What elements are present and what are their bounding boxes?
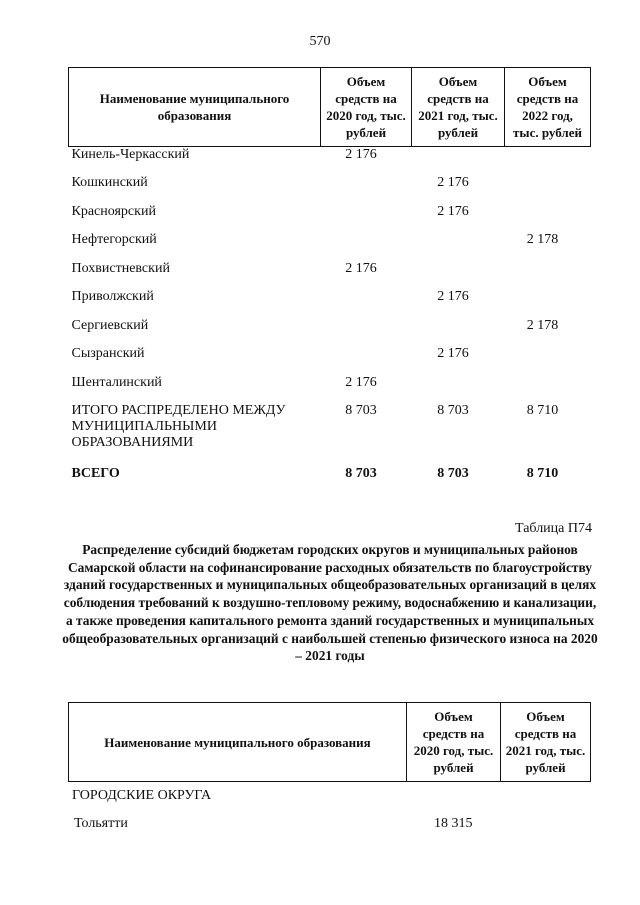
value-2020: 2 176 xyxy=(345,260,377,276)
table-row xyxy=(69,261,591,290)
table-label: Таблица П74 xyxy=(515,521,592,536)
row-name: Похвистневский xyxy=(71,260,170,276)
value-2021 xyxy=(412,232,505,261)
total-2021: 8 703 xyxy=(437,466,469,481)
row-name: Сызранский xyxy=(71,346,145,361)
value-2020 xyxy=(321,346,412,375)
table-row xyxy=(69,318,591,347)
value-2021: 2 176 xyxy=(437,289,469,304)
table-row xyxy=(69,204,591,233)
header-municipality: Наименование муниципального образования xyxy=(69,703,407,782)
row-name: Приволжский xyxy=(71,289,154,304)
value-2021 xyxy=(412,318,505,347)
value-2020 xyxy=(321,289,412,318)
subsidy-table-2 xyxy=(68,702,591,782)
value-2022: 2 178 xyxy=(526,232,559,247)
value-2020 xyxy=(321,175,412,204)
total-2020: 8 703 xyxy=(345,466,377,481)
header-2020: Объем средств на 2020 год, тыс. рублей xyxy=(407,703,501,782)
row-name: Красноярский xyxy=(71,203,156,219)
page-number: 570 xyxy=(309,34,331,49)
value-2020: 18 315 xyxy=(434,816,473,831)
table-row xyxy=(69,346,591,375)
value-2022 xyxy=(505,261,591,290)
value-2022: 2 178 xyxy=(526,317,559,333)
value-2020 xyxy=(321,204,412,233)
subtotal-2021: 8 703 xyxy=(437,403,469,418)
row-name: Нефтегорский xyxy=(71,232,157,247)
value-2022 xyxy=(505,147,591,176)
subtotal-label: ИТОГО РАСПРЕДЕЛЕНО МЕЖДУ МУНИЦИПАЛЬНЫМИ ОБРАЗОВАНИЯМИ xyxy=(71,403,286,450)
header-2021: Объем средств на 2021 год, тыс. рублей xyxy=(412,68,505,147)
table-header-row xyxy=(69,68,591,147)
value-2021: 2 176 xyxy=(437,346,469,361)
row-name: Кошкинский xyxy=(71,175,148,190)
subtotal-2022: 8 710 xyxy=(526,403,559,418)
header-2020: Объем средств на 2020 год, тыс. рублей xyxy=(321,68,412,147)
value-2020: 2 176 xyxy=(345,374,377,390)
total-row xyxy=(69,466,591,495)
table-row xyxy=(69,375,591,404)
value-2021: 2 176 xyxy=(437,203,469,219)
value-2022 xyxy=(505,204,591,233)
row-name: Кинель-Черкасский xyxy=(71,147,190,162)
table-row xyxy=(69,175,591,204)
value-2020 xyxy=(321,318,412,347)
subsidy-table-1 xyxy=(68,67,591,495)
value-2021 xyxy=(412,261,505,290)
total-2022: 8 710 xyxy=(526,466,559,481)
subtotal-2020: 8 703 xyxy=(345,403,377,418)
header-2021: Объем средств на 2021 год, тыс. рублей xyxy=(501,703,591,782)
table-heading: Распределение субсидий бюджетам городских округов и муниципальных районов Самарской области на софинансирование расходных обязательств по благоустройству зданий государственных и муниципальных общеобразовательных организаций в целях соблюдения требований к воздушно-тепловому режиму, водоснабжению и канализации, а также проведения капитального ремонта зданий государственных и муниципальных общеобразовательных организаций с наибольшей степенью физического износа на 2020 – 2021 годы xyxy=(62,542,598,664)
value-2022 xyxy=(505,175,591,204)
value-2021 xyxy=(412,375,505,404)
table-row xyxy=(69,232,591,261)
value-2022 xyxy=(505,289,591,318)
value-2020 xyxy=(321,232,412,261)
row-name: Сергиевский xyxy=(71,317,149,333)
header-2022: Объем средств на 2022 год, тыс. рублей xyxy=(505,68,591,147)
value-2022 xyxy=(505,346,591,375)
table-row xyxy=(69,147,591,176)
value-2020: 2 176 xyxy=(345,147,377,162)
header-municipality: Наименование муниципального образования xyxy=(69,68,321,147)
row-name: Тольятти xyxy=(74,816,128,831)
table-header-row xyxy=(69,703,591,782)
value-2021 xyxy=(412,147,505,176)
value-2021: 2 176 xyxy=(437,175,469,190)
row-name: Шенталинский xyxy=(71,374,162,390)
table-row xyxy=(69,289,591,318)
value-2022 xyxy=(505,375,591,404)
section-label: ГОРОДСКИЕ ОКРУГА xyxy=(72,788,212,803)
total-label: ВСЕГО xyxy=(71,466,120,481)
subtotal-row xyxy=(69,403,591,466)
